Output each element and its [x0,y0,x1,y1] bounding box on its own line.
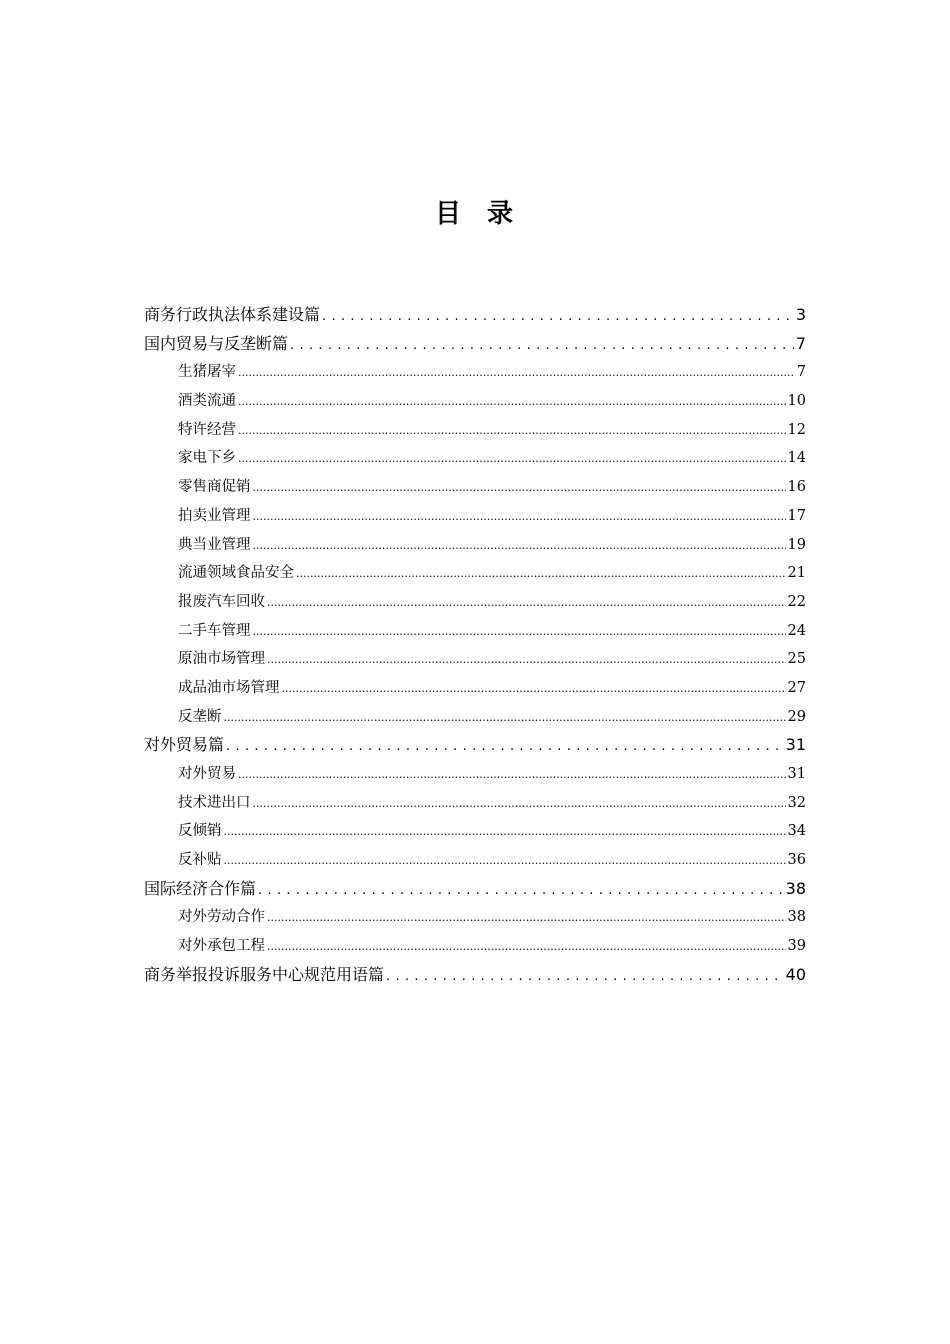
toc-page-number: 27 [787,679,806,696]
toc-page-number: 16 [787,479,806,496]
toc-entry-label: 家电下乡 [178,450,236,467]
toc-entry-label: 酒类流通 [178,393,236,410]
toc-entry-label: 报废汽车回收 [178,593,265,610]
toc-section-entry[interactable] [144,731,806,760]
toc-page-number: 24 [787,622,806,639]
toc-entry-label: 典当业管理 [178,536,251,553]
toc-dot-leader [224,817,786,847]
toc-dot-leader [267,645,786,675]
toc-section-entry[interactable] [144,330,806,359]
toc-subsection-entry[interactable] [178,559,806,588]
toc-subsection-entry[interactable] [178,416,806,445]
toc-page-number: 29 [787,708,806,725]
toc-subsection-entry[interactable] [178,588,806,617]
toc-subsection-entry[interactable] [178,846,806,875]
toc-entry-label: 拍卖业管理 [178,507,251,524]
toc-subsection-entry[interactable] [178,932,806,961]
toc-dot-leader [258,875,784,906]
toc-page-number: 36 [787,852,806,869]
toc-subsection-entry[interactable] [178,473,806,502]
toc-page-number: 40 [785,964,806,984]
toc-entry-label: 反倾销 [178,823,222,840]
toc-page-number: 25 [787,651,806,668]
toc-page-number: 39 [787,938,806,955]
toc-section-entry[interactable] [144,875,806,904]
toc-entry-label: 二手车管理 [178,622,251,639]
toc-dot-leader [238,387,786,417]
toc-dot-leader [253,502,786,532]
toc-page-number: 14 [787,450,806,467]
page-title [0,196,950,232]
toc-dot-leader [238,416,786,446]
toc-dot-leader [267,932,786,962]
toc-subsection-entry[interactable] [178,645,806,674]
toc-dot-leader [238,760,786,790]
toc-page-number: 34 [787,823,806,840]
toc-dot-leader [322,301,794,332]
toc-subsection-entry[interactable] [178,817,806,846]
toc-page-number: 21 [787,565,806,582]
toc-page-number: 3 [795,305,806,324]
toc-entry-label: 商务行政执法体系建设篇 [144,305,321,324]
title-char-2: 录 [487,199,516,229]
toc-dot-leader [282,674,786,704]
toc-dot-leader [253,617,786,647]
toc-section-entry[interactable] [144,961,806,990]
toc-dot-leader [238,358,795,388]
toc-entry-label: 流通领域食品安全 [178,565,294,582]
toc-subsection-entry[interactable] [178,617,806,646]
toc-entry-label: 国内贸易与反垄断篇 [144,333,289,353]
toc-subsection-entry[interactable] [178,789,806,818]
toc-page-number: 7 [795,333,806,353]
toc-entry-label: 反补贴 [178,852,222,869]
toc-page-number: 31 [787,766,806,782]
toc-section-entry[interactable] [144,301,806,330]
toc-page-number: 17 [787,507,806,524]
toc-page-number: 38 [785,878,806,898]
toc-subsection-entry[interactable] [178,444,806,473]
toc-entry-label: 对外贸易篇 [144,735,225,755]
toc-subsection-entry[interactable] [178,387,806,416]
toc-dot-leader [224,846,786,876]
toc-subsection-entry[interactable] [178,674,806,703]
toc-entry-label: 对外贸易 [178,766,236,782]
toc-dot-leader [267,903,786,933]
toc-subsection-entry[interactable] [178,358,806,387]
toc-dot-leader [238,444,786,474]
toc-entry-label: 原油市场管理 [178,651,265,668]
toc-dot-leader [386,961,784,992]
toc-subsection-entry[interactable] [178,703,806,732]
toc-page-number: 38 [787,909,806,926]
toc-page-number: 7 [796,364,806,381]
toc-page-number: 12 [787,421,806,438]
toc-dot-leader [224,703,786,733]
toc-entry-label: 技术进出口 [178,794,251,811]
toc-dot-leader [253,531,786,561]
toc-entry-label: 对外承包工程 [178,938,265,955]
toc-dot-leader [253,789,786,819]
toc-page-number: 31 [785,735,806,755]
toc-page-number: 10 [787,393,806,410]
toc-dot-leader [253,473,786,503]
toc-subsection-entry[interactable] [178,531,806,560]
table-of-contents [144,301,806,990]
toc-page-number: 32 [787,794,806,811]
toc-dot-leader [296,559,786,589]
toc-entry-label: 生猪屠宰 [178,364,236,381]
toc-dot-leader [226,731,784,762]
toc-entry-label: 成品油市场管理 [178,679,280,696]
toc-entry-label: 国际经济合作篇 [144,878,257,898]
toc-subsection-entry[interactable] [178,502,806,531]
toc-page-number: 19 [787,536,806,553]
toc-entry-label: 对外劳动合作 [178,909,265,926]
toc-entry-label: 反垄断 [178,708,222,725]
toc-entry-label: 商务举报投诉服务中心规范用语篇 [144,964,385,984]
toc-subsection-entry[interactable] [178,903,806,932]
toc-dot-leader [267,588,786,618]
toc-entry-label: 零售商促销 [178,479,251,496]
toc-dot-leader [290,330,794,361]
toc-subsection-entry[interactable] [178,760,806,789]
toc-page-number: 22 [787,593,806,610]
toc-entry-label: 特许经营 [178,421,236,438]
title-char-1: 目 [434,199,463,229]
